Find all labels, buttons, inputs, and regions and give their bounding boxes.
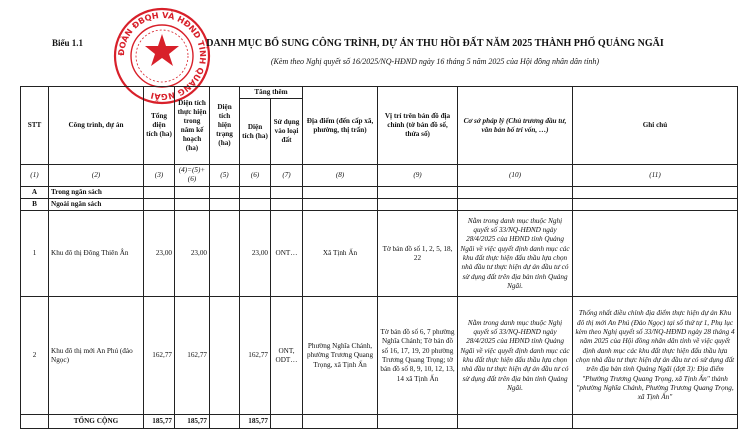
row-legal-basis: Nằm trong danh mục thuộc Nghị quyết số 33/NQ-HĐND ngày 28/4/2025 của HĐND tỉnh Quảng Ngãi về việc quyết định danh mục các khu đất thực hiện đấu thầu lựa chọn nhà đầu tư thực hiện dự án đầu tư có sử dụng đất trên địa bàn tỉnh Quảng Ngãi.: [458, 297, 573, 415]
row-map-position: Tờ bản đồ số 6, 7 phường Nghĩa Chánh; Tờ bản đồ số 16, 17, 19, 20 phường Trương Quang Trọng; tờ bản đồ số 8, 9, 10, 12, 13, 14 xã Tịnh Ấn: [378, 297, 458, 415]
table-row: [21, 211, 738, 297]
row-current-area: [210, 297, 240, 415]
section-code: A: [21, 186, 49, 198]
column-index-row: [21, 165, 738, 187]
total-area: 185,77: [144, 415, 175, 429]
row-map-position: Tờ bản đồ số 1, 2, 5, 18, 22: [378, 211, 458, 297]
index-cell: (7): [271, 165, 303, 187]
header-location: Địa điểm (đến cấp xã, phường, thị trấn): [303, 87, 378, 165]
index-cell: (10): [458, 165, 573, 187]
row-stt: 2: [21, 297, 49, 415]
row-increase-area: 162,77: [240, 297, 271, 415]
header-area-planned: Diện tích thực hiện trong năm kế hoạch (ha): [175, 87, 210, 165]
seal-star-icon: [145, 34, 179, 66]
row-land-use: ONT, ODT…: [271, 297, 303, 415]
row-total-area: 162,77: [144, 297, 175, 415]
index-cell: (9): [378, 165, 458, 187]
header-total-area: Tổng diện tích (ha): [144, 87, 175, 165]
total-label: TỔNG CỘNG: [49, 415, 144, 429]
section-code: B: [21, 199, 49, 211]
page-subtitle: (Kèm theo Nghị quyết số 16/2025/NQ-HĐND ngày 16 tháng 5 năm 2025 của Hội đồng nhân dân tỉnh): [270, 57, 600, 66]
total-row: [21, 415, 738, 429]
row-increase-area: 23,00: [240, 211, 271, 297]
index-cell: (4)=(5)+(6): [175, 165, 210, 187]
total-increase-area: 185,77: [240, 415, 271, 429]
index-cell: (1): [21, 165, 49, 187]
index-cell: (5): [210, 165, 240, 187]
seal-text: ĐOÀN ĐBQH VÀ HĐND TỈNH QUẢNG NGÃI: [115, 9, 209, 103]
section-name: Ngoài ngân sách: [49, 199, 144, 211]
index-cell: (11): [573, 165, 738, 187]
index-cell: (6): [240, 165, 271, 187]
header-stt: STT: [21, 87, 49, 165]
row-current-area: [210, 211, 240, 297]
row-land-use: ONT…: [271, 211, 303, 297]
row-location: Phường Nghĩa Chánh, phường Trương Quang Trọng, xã Tịnh Ấn: [303, 297, 378, 415]
index-cell: (2): [49, 165, 144, 187]
header-land-use: Sử dụng vào loại đất: [271, 99, 303, 165]
row-legal-basis: Nằm trong danh mục thuộc Nghị quyết số 33/NQ-HĐND ngày 28/4/2025 của HĐND tỉnh Quảng Ngãi về việc quyết định danh mục các khu đất thực hiện đấu thầu lựa chọn nhà đầu tư thực hiện dự án đầu tư có sử dụng đất trên địa bàn tỉnh Quảng Ngãi.: [458, 211, 573, 297]
header-map-position: Vị trí trên bản đồ địa chính (tờ bản đồ số, thửa số): [378, 87, 458, 165]
section-row-b: [21, 199, 738, 211]
row-location: Xã Tịnh Ấn: [303, 211, 378, 297]
header-project: Công trình, dự án: [49, 87, 144, 165]
table-row: [21, 297, 738, 415]
section-name: Trong ngân sách: [49, 186, 144, 198]
row-stt: 1: [21, 211, 49, 297]
section-row-a: [21, 186, 738, 198]
row-notes: [573, 211, 738, 297]
index-cell: (8): [303, 165, 378, 187]
row-notes: Thống nhất điều chỉnh địa điểm thực hiện dự án Khu đô thị mới An Phú (Đảo Ngọc) tại số thứ tự 1, Phụ lục kèm theo Nghị quyết số 33/NQ-HĐND ngày 28 tháng 4 năm 2025 của Hội đồng nhân dân tỉnh về việc quyết định danh mục các khu đất thực hiện đấu thầu lựa chọn nhà đầu tư thực hiện dự án đầu tư có sử dụng đất trên địa bàn tỉnh Quảng Ngãi (đợt 3): Địa điểm "Phường Trương Quang Trọng, xã Tịnh Ấn" thành "phường Nghĩa Chánh, Phường Trương Quang Trọng, xã Tịnh Ấn": [573, 297, 738, 415]
table-label: Biểu 1.1: [52, 38, 84, 48]
header-notes: Ghi chú: [573, 87, 738, 165]
row-area-planned: 23,00: [175, 211, 210, 297]
row-project: Khu đô thị mới An Phú (đảo Ngọc): [49, 297, 144, 415]
project-table: [20, 86, 738, 429]
row-total-area: 23,00: [144, 211, 175, 297]
row-project: Khu đô thị Đông Thiên Ân: [49, 211, 144, 297]
header-increase-area: Diện tích (ha): [240, 99, 271, 165]
total-area-planned: 185,77: [175, 415, 210, 429]
header-current-area: Diện tích hiện trạng (ha): [210, 87, 240, 165]
index-cell: (3): [144, 165, 175, 187]
page-title: DANH MỤC BỔ SUNG CÔNG TRÌNH, DỰ ÁN THU HỒI ĐẤT NĂM 2025 THÀNH PHỐ QUẢNG NGÃI: [206, 38, 664, 49]
header-increase-group: Tăng thêm: [240, 87, 303, 99]
row-area-planned: 162,77: [175, 297, 210, 415]
header-legal-basis: Cơ sở pháp lý (Chủ trương đầu tư, văn bản bố trí vốn, …): [458, 87, 573, 165]
